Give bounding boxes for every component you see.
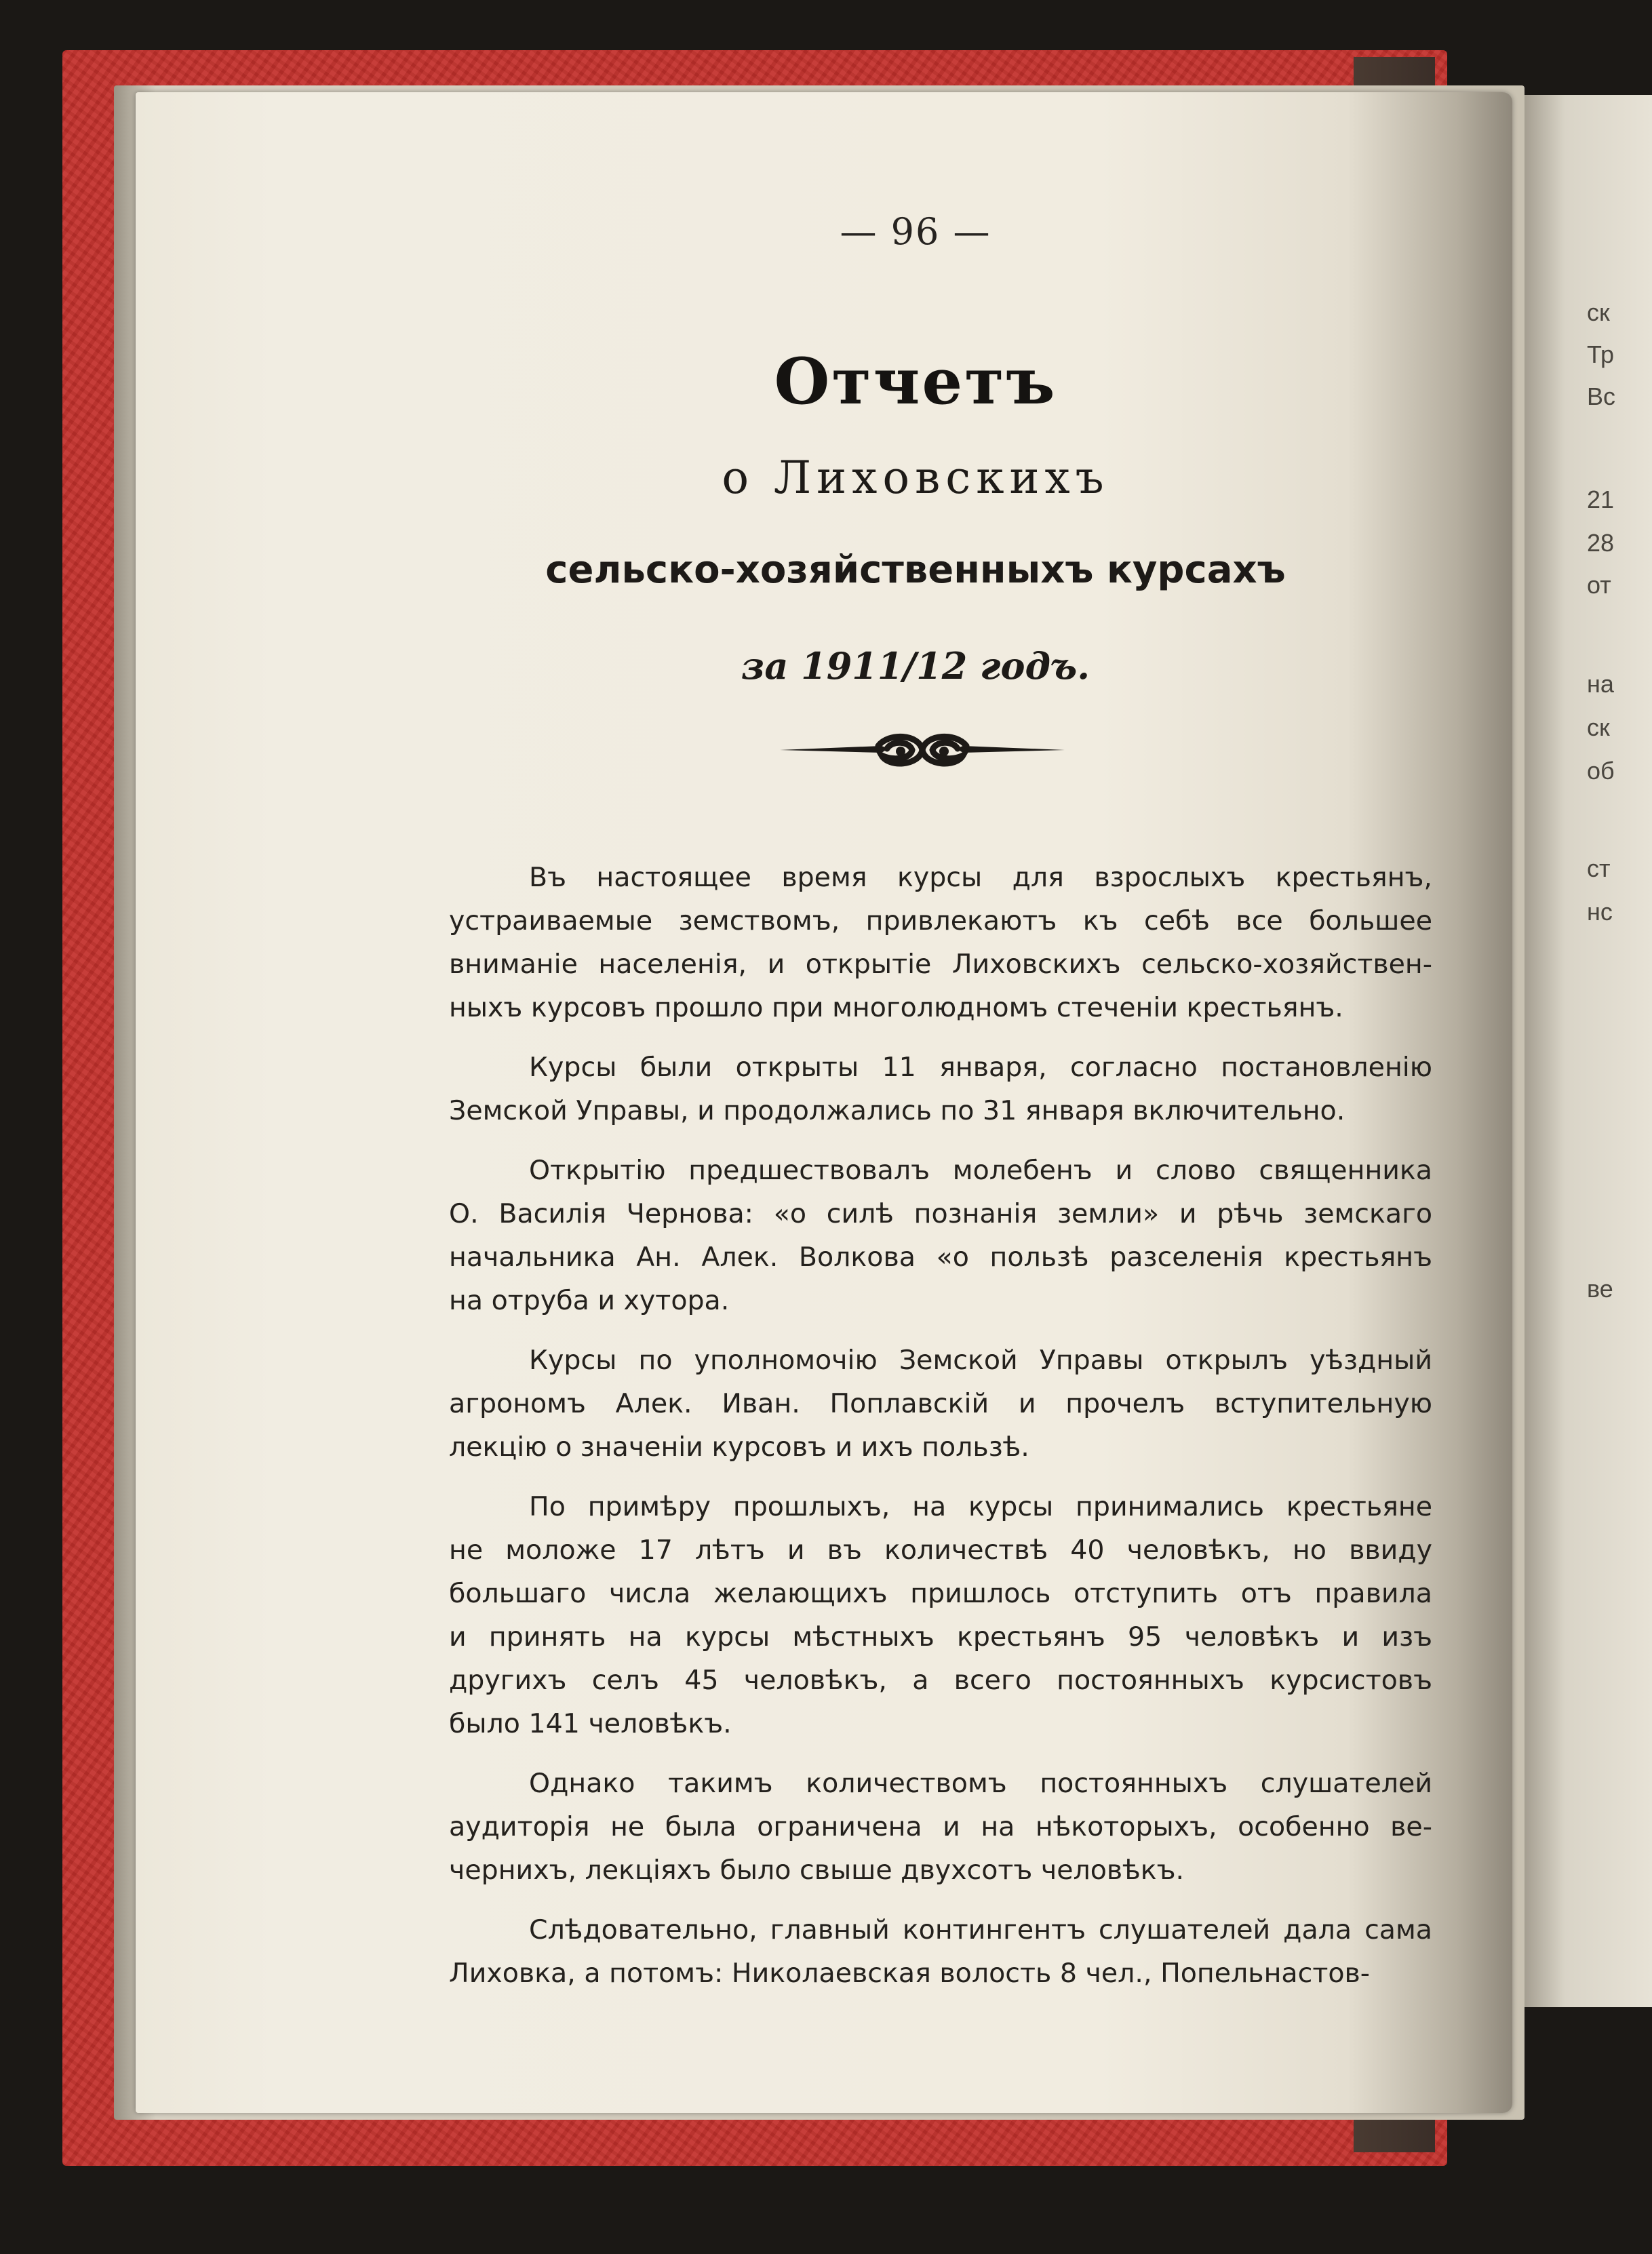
- next-page-edge: [1507, 95, 1652, 2007]
- next-page-letter: 21: [1587, 486, 1615, 513]
- paragraph-gap: [449, 1132, 1432, 1149]
- paragraph-gap: [449, 1745, 1432, 1762]
- text-line: Курсы по уполномочію Земской Управы открылъ уѣздный: [529, 1345, 1432, 1376]
- text-line: не моложе 17 лѣтъ и въ количествѣ 40 человѣкъ, но ввиду: [449, 1535, 1432, 1566]
- next-page-letter: ск: [1587, 713, 1610, 741]
- next-page-letter: 28: [1587, 529, 1615, 557]
- text-line: Курсы были открыты 11 января, согласно постановленію: [529, 1052, 1432, 1083]
- text-line: Лиховка, а потомъ: Николаевская волость 8 чел., Попельнастов-: [449, 1958, 1371, 1989]
- paragraph: [449, 1485, 1432, 1745]
- next-page-letter: об: [1587, 757, 1615, 785]
- text-line: чернихъ, лекціяхъ было свыше двухсотъ человѣкъ.: [449, 1855, 1185, 1886]
- paragraph-gap: [449, 1892, 1432, 1908]
- next-page-letter: на: [1587, 670, 1614, 698]
- text-line: аудиторія не была ограничена и на нѣкоторыхъ, особенно ве-: [449, 1811, 1432, 1842]
- paragraph: [449, 1762, 1432, 1892]
- ornament-divider-icon: [780, 726, 1065, 774]
- paragraph-gap: [449, 1469, 1432, 1485]
- paragraph: [449, 1908, 1432, 1995]
- next-page-letter: Тр: [1587, 340, 1614, 368]
- text-line: Земской Управы, и продолжались по 31 января включительно.: [449, 1095, 1345, 1126]
- text-line: агрономъ Алек. Иван. Поплавскій и прочелъ вступительную: [449, 1388, 1432, 1419]
- text-line: Однако такимъ количествомъ постоянныхъ слушателей: [529, 1768, 1432, 1799]
- paragraph: [449, 856, 1432, 1029]
- text-line: Слѣдовательно, главный контингентъ слушателей дала сама: [529, 1914, 1432, 1945]
- next-page-letter: нс: [1587, 898, 1613, 926]
- report-year: за 1911/12 годъ.: [741, 644, 1090, 688]
- page-number: — 96 —: [840, 210, 991, 253]
- paragraph-gap: [449, 1029, 1432, 1046]
- paragraph-gap: [449, 1322, 1432, 1339]
- text-line: ныхъ курсовъ прошло при многолюдномъ стеченіи крестьянъ.: [449, 992, 1343, 1023]
- body-text: [449, 856, 1432, 1995]
- next-page-letter: Вс: [1587, 382, 1616, 410]
- text-line: и принять на курсы мѣстныхъ крестьянъ 95 человѣкъ и изъ: [449, 1621, 1432, 1653]
- next-page-letter: ск: [1587, 298, 1610, 326]
- text-line: Въ настоящее время курсы для взрослыхъ крестьянъ,: [529, 862, 1432, 893]
- paragraph: [449, 1339, 1432, 1469]
- next-page-letter: ст: [1587, 854, 1611, 882]
- text-line: устраиваемые земствомъ, привлекаютъ къ себѣ все большее: [449, 905, 1432, 936]
- report-subtitle: о Лиховскихъ: [722, 452, 1109, 504]
- text-line: другихъ селъ 45 человѣкъ, а всего постоянныхъ курсистовъ: [449, 1665, 1432, 1696]
- text-line: По примѣру прошлыхъ, на курсы принимались крестьяне: [529, 1491, 1432, 1522]
- text-line: Открытію предшествовалъ молебенъ и слово священника: [529, 1155, 1432, 1186]
- text-line: вниманіе населенія, и открытіе Лиховскихъ сельско-хозяйствен-: [449, 949, 1432, 980]
- paragraph: [449, 1046, 1432, 1132]
- text-line: О. Василія Чернова: «о силѣ познанія земли» и рѣчь земскаго: [449, 1198, 1432, 1229]
- text-line: большаго числа желающихъ пришлось отступить отъ правила: [449, 1578, 1432, 1609]
- paragraph: [449, 1149, 1432, 1322]
- report-title: Отчетъ: [774, 344, 1057, 419]
- text-line: на отруба и хутора.: [449, 1285, 730, 1316]
- next-page-letter: от: [1587, 571, 1611, 599]
- text-line: лекцію о значеніи курсовъ и ихъ пользѣ.: [449, 1431, 1029, 1463]
- text-line: начальника Ан. Алек. Волкова «о пользѣ разселенія крестьянъ: [449, 1242, 1432, 1273]
- next-page-letter: ве: [1587, 1275, 1613, 1303]
- text-line: было 141 человѣкъ.: [449, 1708, 732, 1739]
- report-subtitle-courses: сельско-хозяйственныхъ курсахъ: [545, 548, 1286, 592]
